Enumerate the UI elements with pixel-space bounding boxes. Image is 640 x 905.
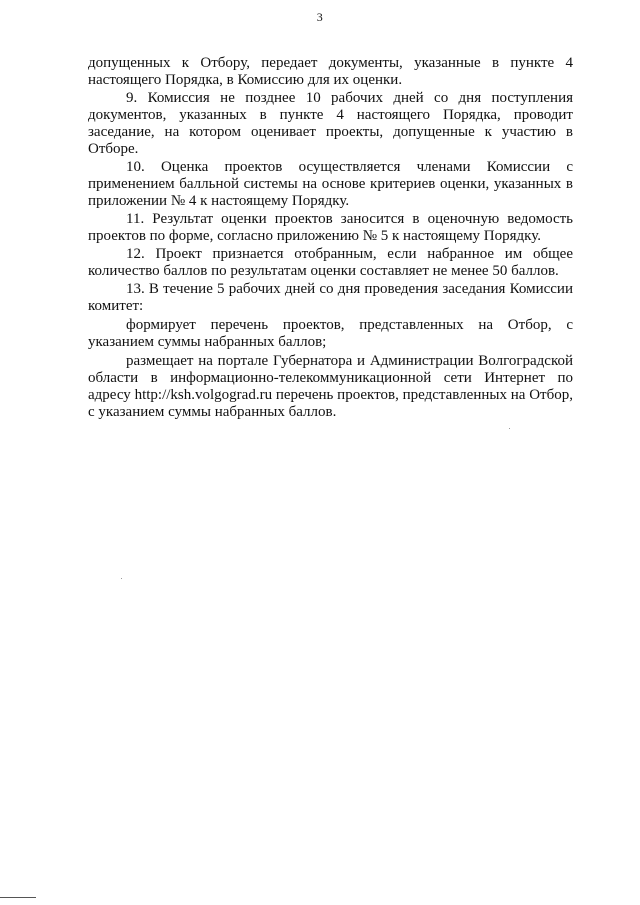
paragraph-13-item-a: формирует перечень проектов, представленных на Отбор, с указанием суммы набранных баллов;	[88, 317, 573, 350]
scan-edge-mark	[0, 897, 36, 898]
scan-speck	[121, 578, 122, 579]
paragraph-11: 11. Результат оценки проектов заносится в оценочную ведомость проектов по форме, согласно приложению № 5 к настоящему Порядку.	[88, 211, 573, 244]
paragraph-13: 13. В течение 5 рабочих дней со дня проведения заседания Комиссии комитет:	[88, 281, 573, 314]
paragraph-10: 10. Оценка проектов осуществляется членами Комиссии с применением балльной системы на основе критериев оценки, указанных в приложении № 4 к настоящему Порядку.	[88, 159, 573, 209]
paragraph-continuation: допущенных к Отбору, передает документы, указанные в пункте 4 настоящего Порядка, в Комиссию для их оценки.	[88, 55, 573, 88]
paragraph-9: 9. Комиссия не позднее 10 рабочих дней со дня поступления документов, указанных в пункте 4 настоящего Порядка, проводит заседание, на котором оценивает проекты, допущенные к участию в Отборе.	[88, 90, 573, 157]
document-body	[88, 55, 573, 422]
page-number: 3	[316, 10, 324, 24]
scan-speck	[509, 428, 510, 429]
paragraph-13-item-b: размещает на портале Губернатора и Администрации Волгоградской области в информационно-телекоммуникационной сети Интернет по адресу http://ksh.volgograd.ru перечень проектов, представленных на Отбор, с указанием суммы набранных баллов.	[88, 353, 573, 420]
paragraph-12: 12. Проект признается отобранным, если набранное им общее количество баллов по результатам оценки составляет не менее 50 баллов.	[88, 246, 573, 279]
